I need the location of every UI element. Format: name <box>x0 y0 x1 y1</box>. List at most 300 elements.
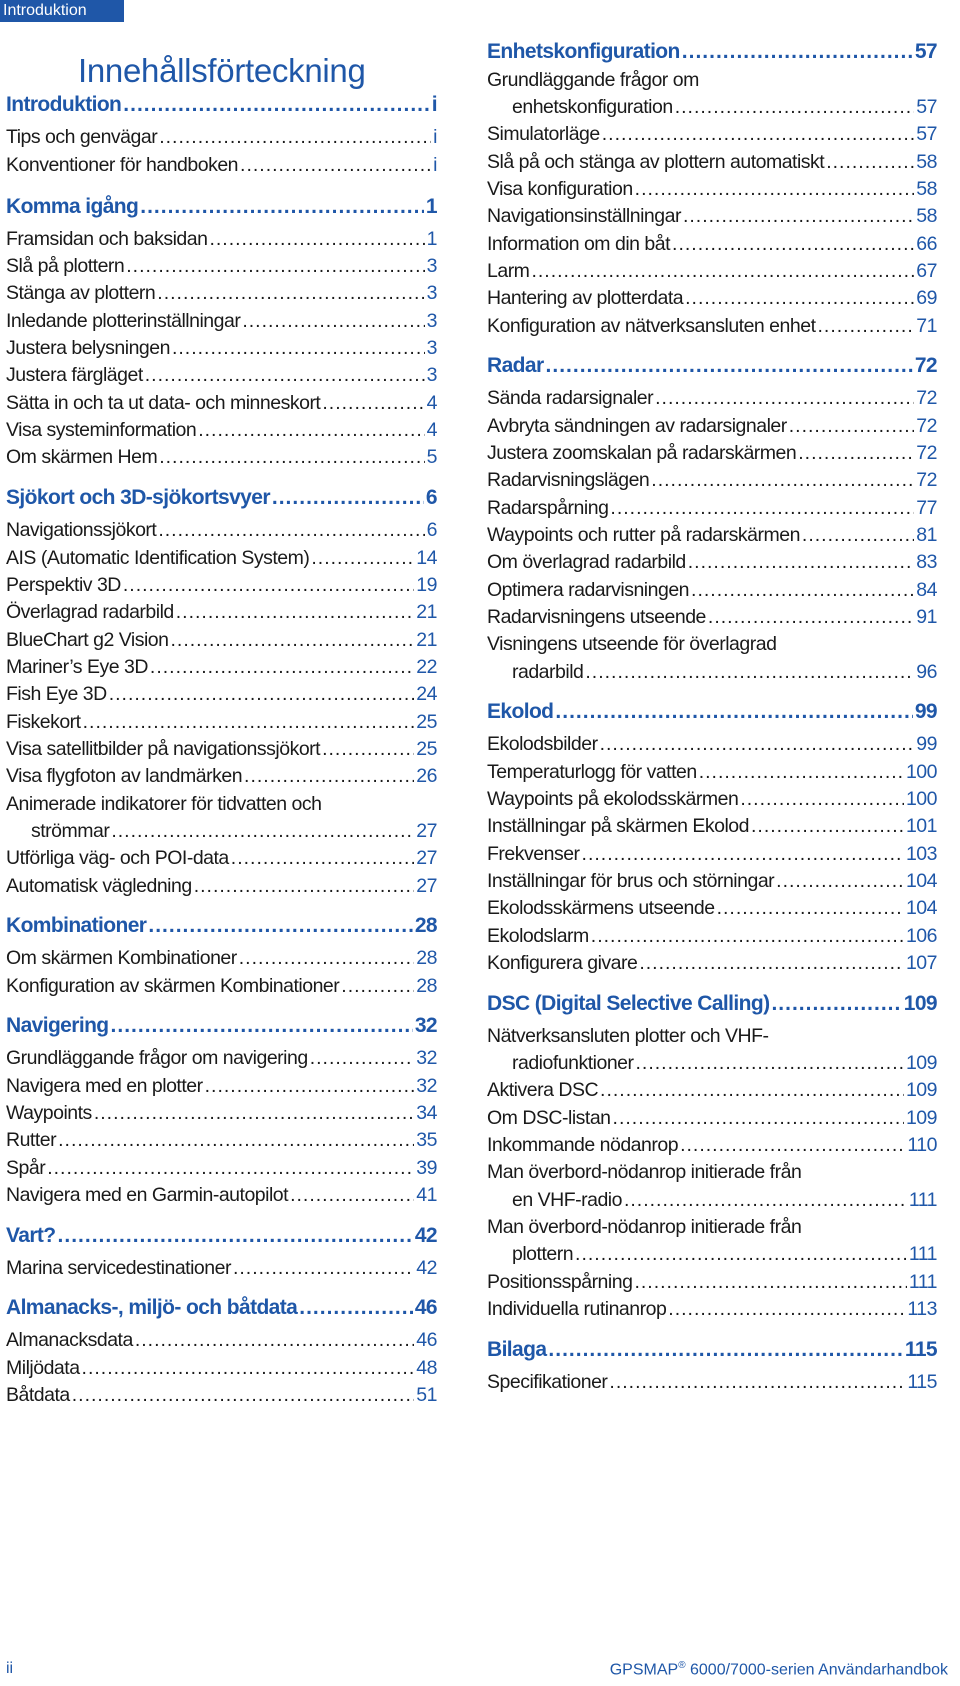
toc-entry-label: Positionsspårning <box>487 1271 633 1293</box>
toc-entry-label: Information om din båt <box>487 233 671 255</box>
toc-entry[interactable] <box>6 1102 437 1125</box>
toc-page-number: 26 <box>416 765 437 787</box>
toc-entry[interactable] <box>6 1047 437 1070</box>
toc-entry[interactable] <box>6 875 437 898</box>
toc-leader-dots <box>600 1079 904 1102</box>
toc-leader-dots <box>123 574 414 597</box>
toc-page-number: 27 <box>416 847 437 869</box>
toc-entry-line: Animerade indikatorer för tidvatten och <box>6 793 322 815</box>
footer-page-number: ii <box>6 1660 14 1677</box>
toc-leader-dots <box>239 947 415 970</box>
toc-entry-label: Waypoints och rutter på radarskärmen <box>487 524 800 546</box>
toc-entry[interactable] <box>6 337 437 360</box>
toc-entry[interactable] <box>6 446 437 469</box>
toc-leader-dots <box>135 1329 414 1352</box>
toc-page-number: 42 <box>414 1224 437 1247</box>
toc-entry-label: Fish Eye 3D <box>6 683 107 705</box>
toc-leader-dots <box>94 1102 414 1125</box>
toc-page-number: 46 <box>416 1329 437 1351</box>
toc-leader-dots <box>123 93 429 117</box>
toc-entry[interactable] <box>487 524 937 547</box>
toc-entry-label: Inställningar på skärmen Ekolod <box>487 815 749 837</box>
toc-entry[interactable] <box>487 733 937 756</box>
toc-entry[interactable] <box>6 228 437 251</box>
toc-leader-dots <box>685 287 914 310</box>
toc-entry-label: Ekolodslarm <box>487 925 589 947</box>
toc-entry-label: Stänga av plottern <box>6 282 156 304</box>
toc-leader-dots <box>145 364 425 387</box>
toc-entry[interactable] <box>6 711 437 734</box>
toc-section-entry[interactable] <box>6 1014 437 1038</box>
toc-page-number: 3 <box>426 282 437 304</box>
toc-page-number: 4 <box>426 392 437 414</box>
toc-leader-dots <box>675 96 915 119</box>
toc-entry-label: Slå på plottern <box>6 255 125 277</box>
toc-entry-label: Inställningar för brus och störningar <box>487 870 775 892</box>
toc-leader-dots <box>209 228 424 251</box>
page-title: Innehållsförteckning <box>78 52 366 89</box>
toc-page-number: 100 <box>905 761 937 783</box>
toc-entry[interactable] <box>487 1134 937 1157</box>
toc-entry-label: Mariner’s Eye 3D <box>6 656 148 678</box>
toc-entry-label: Optimera radarvisningen <box>487 579 690 601</box>
toc-page-number: 19 <box>416 574 437 596</box>
toc-entry[interactable] <box>487 287 937 310</box>
toc-leader-dots <box>194 875 415 898</box>
toc-leader-dots <box>172 337 425 360</box>
toc-leader-dots <box>682 40 913 64</box>
toc-page-number: 106 <box>905 925 937 947</box>
toc-entry-label: BlueChart g2 Vision <box>6 629 169 651</box>
toc-page-number: 109 <box>905 1052 937 1074</box>
toc-page-number: i <box>433 126 437 148</box>
toc-entry[interactable] <box>487 497 937 520</box>
toc-leader-dots <box>826 151 914 174</box>
toc-entry[interactable] <box>487 1107 937 1130</box>
toc-page-number: 3 <box>426 310 437 332</box>
toc-entry-label: Visa flygfoton av landmärken <box>6 765 243 787</box>
toc-entry-label: Ekolod <box>487 700 554 723</box>
toc-entry[interactable] <box>487 788 937 811</box>
toc-page-number: 21 <box>416 601 437 623</box>
toc-entry-label: Aktivera DSC <box>487 1079 599 1101</box>
toc-leader-dots <box>111 1014 413 1038</box>
toc-page-number: 4 <box>426 419 437 441</box>
toc-entry[interactable] <box>6 364 437 387</box>
toc-page-number: 27 <box>416 875 437 897</box>
toc-leader-dots <box>148 914 412 938</box>
toc-entry-label: Hantering av plotterdata <box>487 287 684 309</box>
toc-leader-dots <box>150 656 414 679</box>
toc-page-number: 57 <box>916 96 937 118</box>
toc-entry-label: Miljödata <box>6 1357 80 1379</box>
toc-leader-dots <box>708 606 914 629</box>
toc-leader-dots <box>600 733 915 756</box>
toc-entry-label: Larm <box>487 260 530 282</box>
toc-section-entry[interactable] <box>6 914 437 938</box>
section-tab: Introduktion <box>0 0 124 22</box>
toc-entry[interactable] <box>6 547 437 570</box>
toc-entry-label: Visa konfiguration <box>487 178 633 200</box>
toc-page-number: 107 <box>905 952 937 974</box>
toc-entry[interactable] <box>6 847 437 870</box>
toc-entry[interactable] <box>6 154 437 177</box>
toc-entry-label: Framsidan och baksidan <box>6 228 208 250</box>
toc-entry-label: Radarspårning <box>487 497 609 519</box>
toc-page-number: 67 <box>916 260 937 282</box>
toc-entry[interactable] <box>487 661 937 684</box>
toc-page-number: 111 <box>908 1189 937 1211</box>
toc-leader-dots <box>82 1357 415 1380</box>
toc-leader-dots <box>776 870 904 893</box>
toc-page-number: 109 <box>903 992 937 1015</box>
toc-leader-dots <box>233 1257 414 1280</box>
toc-entry[interactable] <box>487 260 937 283</box>
toc-entry[interactable] <box>6 310 437 333</box>
toc-leader-dots <box>672 233 914 256</box>
toc-leader-dots <box>548 1338 902 1362</box>
toc-leader-dots <box>789 415 915 438</box>
toc-section-entry[interactable] <box>487 40 937 64</box>
toc-entry[interactable] <box>6 947 437 970</box>
toc-entry[interactable] <box>6 519 437 542</box>
toc-entry[interactable] <box>6 1129 437 1152</box>
toc-entry-label: Konfigurera givare <box>487 952 638 974</box>
toc-entry-label: Introduktion <box>6 93 122 116</box>
toc-page-number: 48 <box>416 1357 437 1379</box>
toc-entry[interactable] <box>487 151 937 174</box>
toc-entry[interactable] <box>6 1329 437 1352</box>
toc-page-number: 1 <box>425 195 437 218</box>
toc-leader-dots <box>310 1047 415 1070</box>
toc-page-number: 109 <box>905 1079 937 1101</box>
toc-entry-label: Sända radarsignaler <box>487 387 654 409</box>
toc-page-number: 24 <box>416 683 437 705</box>
toc-entry-label: Bilaga <box>487 1338 547 1361</box>
toc-leader-dots <box>575 1243 907 1266</box>
toc-entry-label: Båtdata <box>6 1384 70 1406</box>
toc-entry[interactable] <box>6 1357 437 1380</box>
toc-page-number: 104 <box>905 897 937 919</box>
toc-entry[interactable] <box>487 1298 937 1321</box>
toc-page-number: 14 <box>416 547 437 569</box>
toc-page-number: 41 <box>416 1184 437 1206</box>
toc-leader-dots <box>639 952 904 975</box>
toc-entry[interactable] <box>6 738 437 761</box>
toc-entry[interactable] <box>487 815 937 838</box>
toc-section-entry[interactable] <box>6 93 437 117</box>
toc-entry[interactable] <box>487 315 937 338</box>
toc-page-number: 58 <box>916 178 937 200</box>
toc-entry-label: Om skärmen Kombinationer <box>6 947 237 969</box>
toc-page-number: 83 <box>916 551 937 573</box>
toc-page-number: 104 <box>905 870 937 892</box>
toc-entry-label: Tips och genvägar <box>6 126 158 148</box>
toc-leader-dots <box>58 1224 413 1248</box>
toc-page-number: 51 <box>416 1384 437 1406</box>
toc-page-number: 46 <box>414 1296 437 1319</box>
toc-page-number: 21 <box>416 629 437 651</box>
toc-entry[interactable] <box>487 897 937 920</box>
footer-manual-title: GPSMAP® 6000/7000-serien Användarhandbok <box>609 1660 948 1679</box>
toc-entry-label: plottern <box>512 1243 574 1265</box>
toc-entry-label: Automatisk vägledning <box>6 875 192 897</box>
toc-page-number: 57 <box>916 123 937 145</box>
toc-leader-dots <box>242 310 424 333</box>
toc-page-number: i <box>431 93 437 116</box>
toc-page-number: 111 <box>908 1243 937 1265</box>
toc-entry-label: Inledande plotterinställningar <box>6 310 241 332</box>
toc-leader-dots <box>668 1298 905 1321</box>
toc-entry-label: Sjökort och 3D-sjökortsvyer <box>6 486 270 509</box>
toc-entry[interactable] <box>6 126 437 149</box>
toc-page-number: 35 <box>416 1129 437 1151</box>
toc-section-entry[interactable] <box>487 700 937 724</box>
toc-entry[interactable] <box>6 820 437 843</box>
toc-entry-label: Konfiguration av skärmen Kombinationer <box>6 975 340 997</box>
toc-page-number: 99 <box>914 700 937 723</box>
toc-page-number: 72 <box>914 354 937 377</box>
toc-page-number: 115 <box>904 1338 937 1361</box>
toc-entry-label: Waypoints <box>6 1102 92 1124</box>
toc-entry[interactable] <box>487 843 937 866</box>
toc-entry-label: strömmar <box>31 820 110 842</box>
toc-entry-label: Almanacksdata <box>6 1329 133 1351</box>
toc-leader-dots <box>699 761 904 784</box>
toc-entry[interactable] <box>487 178 937 201</box>
toc-entry-label: radiofunktioner <box>512 1052 634 1074</box>
toc-entry[interactable] <box>487 123 937 146</box>
toc-section-entry[interactable] <box>6 195 437 219</box>
toc-leader-dots <box>771 992 901 1016</box>
toc-leader-dots <box>231 847 415 870</box>
toc-leader-dots <box>531 260 914 283</box>
toc-entry[interactable] <box>6 765 437 788</box>
toc-entry-label: Fiskekort <box>6 711 81 733</box>
toc-entry[interactable] <box>6 282 437 305</box>
toc-page-number: 25 <box>416 738 437 760</box>
toc-page-number: 28 <box>416 947 437 969</box>
toc-entry[interactable] <box>487 551 937 574</box>
toc-entry[interactable] <box>487 1243 937 1266</box>
toc-entry-label: Navigationssjökort <box>6 519 157 541</box>
toc-entry[interactable] <box>487 1271 937 1294</box>
toc-section-entry[interactable] <box>487 1338 937 1362</box>
toc-entry[interactable] <box>487 387 937 410</box>
toc-entry-line: Grundläggande frågor om <box>487 69 699 91</box>
toc-leader-dots <box>688 551 915 574</box>
toc-page-number: 32 <box>416 1075 437 1097</box>
toc-entry[interactable] <box>487 96 937 119</box>
toc-leader-dots <box>655 387 914 410</box>
toc-entry-line: Visningens utseende för överlagrad <box>487 633 777 655</box>
toc-entry-label: Enhetskonfiguration <box>487 40 680 63</box>
toc-page-number: 69 <box>916 287 937 309</box>
toc-page-number: 77 <box>916 497 937 519</box>
toc-entry[interactable] <box>487 606 937 629</box>
toc-entry-label: Visa systeminformation <box>6 419 197 441</box>
toc-leader-dots <box>602 123 915 146</box>
toc-entry-label: Justera belysningen <box>6 337 170 359</box>
toc-section-entry[interactable] <box>487 992 937 1016</box>
toc-leader-dots <box>802 524 914 547</box>
toc-entry[interactable] <box>487 1079 937 1102</box>
toc-page-number: 3 <box>426 364 437 386</box>
toc-entry[interactable] <box>487 1189 937 1212</box>
toc-entry-label: Specifikationer <box>487 1371 608 1393</box>
toc-leader-dots <box>651 469 914 492</box>
toc-section-entry[interactable] <box>487 354 937 378</box>
toc-leader-dots <box>290 1184 414 1207</box>
toc-entry[interactable] <box>6 392 437 415</box>
toc-entry[interactable] <box>6 683 437 706</box>
toc-section-entry[interactable] <box>6 1224 437 1248</box>
toc-leader-dots <box>341 975 414 998</box>
toc-entry-label: Radar <box>487 354 544 377</box>
toc-leader-dots <box>691 579 914 602</box>
toc-entry-label: Visa satellitbilder på navigationssjökort <box>6 738 321 760</box>
toc-entry[interactable] <box>6 656 437 679</box>
toc-leader-dots <box>272 486 424 510</box>
toc-entry-label: Navigera med en Garmin-autopilot <box>6 1184 289 1206</box>
toc-entry-label: Individuella rutinanrop <box>487 1298 667 1320</box>
toc-entry-label: Kombinationer <box>6 914 147 937</box>
toc-leader-dots <box>159 126 431 149</box>
toc-leader-dots <box>140 195 424 219</box>
toc-entry[interactable] <box>6 419 437 442</box>
toc-leader-dots <box>47 1157 414 1180</box>
toc-leader-dots <box>635 178 915 201</box>
toc-leader-dots <box>72 1384 415 1407</box>
toc-leader-dots <box>322 392 424 415</box>
toc-page-number: 6 <box>426 519 437 541</box>
toc-entry-label: Vart? <box>6 1224 56 1247</box>
toc-entry-label: Radarvisningslägen <box>487 469 650 491</box>
toc-entry[interactable] <box>487 415 937 438</box>
toc-leader-dots <box>126 255 424 278</box>
toc-entry-label: radarbild <box>512 661 584 683</box>
toc-page-number: 32 <box>416 1047 437 1069</box>
toc-entry[interactable] <box>6 629 437 652</box>
toc-page-number: 71 <box>916 315 937 337</box>
toc-entry[interactable] <box>487 442 937 465</box>
toc-entry[interactable] <box>6 601 437 624</box>
toc-leader-dots <box>555 700 912 724</box>
toc-entry-label: Inkommande nödanrop <box>487 1134 679 1156</box>
toc-entry[interactable] <box>487 761 937 784</box>
toc-page-number: 72 <box>916 387 937 409</box>
toc-entry[interactable] <box>487 233 937 256</box>
toc-entry[interactable] <box>6 1184 437 1207</box>
toc-leader-dots <box>176 601 415 624</box>
toc-leader-dots <box>240 154 431 177</box>
toc-page-number: 42 <box>416 1257 437 1279</box>
toc-entry-label: Slå på och stänga av plottern automatiskt <box>487 151 825 173</box>
toc-page-number: 58 <box>916 151 937 173</box>
toc-entry[interactable] <box>487 1371 937 1394</box>
toc-entry[interactable] <box>487 925 937 948</box>
toc-leader-dots <box>546 354 913 378</box>
toc-entry[interactable] <box>487 579 937 602</box>
toc-leader-dots <box>717 897 904 920</box>
toc-section-entry[interactable] <box>6 486 437 510</box>
toc-leader-dots <box>817 315 914 338</box>
toc-entry-label: AIS (Automatic Identification System) <box>6 547 310 569</box>
toc-entry-label: Överlagrad radarbild <box>6 601 174 623</box>
toc-entry[interactable] <box>6 975 437 998</box>
toc-entry-label: Navigera med en plotter <box>6 1075 203 1097</box>
toc-entry-label: Konventioner för handboken <box>6 154 239 176</box>
toc-leader-dots <box>751 815 904 838</box>
toc-entry[interactable] <box>6 1384 437 1407</box>
toc-entry[interactable] <box>487 205 937 228</box>
toc-leader-dots <box>634 1271 906 1294</box>
toc-entry[interactable] <box>487 1052 937 1075</box>
toc-leader-dots <box>311 547 414 570</box>
toc-leader-dots <box>244 765 414 788</box>
toc-page-number: 91 <box>916 606 937 628</box>
toc-entry-label: Om skärmen Hem <box>6 446 158 468</box>
toc-page-number: 34 <box>416 1102 437 1124</box>
toc-entry[interactable] <box>6 574 437 597</box>
toc-entry-label: Temperaturlogg för vatten <box>487 761 697 783</box>
toc-entry-label: DSC (Digital Selective Calling) <box>487 992 770 1015</box>
toc-leader-dots <box>740 788 904 811</box>
toc-entry-label: Simulatorläge <box>487 123 600 145</box>
toc-page-number: 39 <box>416 1157 437 1179</box>
toc-page-number: 113 <box>907 1298 937 1320</box>
toc-leader-dots <box>299 1296 413 1320</box>
toc-entry-label: Perspektiv 3D <box>6 574 121 596</box>
toc-leader-dots <box>683 205 914 228</box>
toc-entry[interactable] <box>6 1157 437 1180</box>
toc-leader-dots <box>322 738 414 761</box>
toc-entry-line: Man överbord-nödanrop initierade från <box>487 1161 802 1183</box>
toc-leader-dots <box>58 1129 414 1152</box>
toc-page-number: 103 <box>905 843 937 865</box>
toc-entry-label: Navigering <box>6 1014 109 1037</box>
toc-entry[interactable] <box>487 469 937 492</box>
toc-page-number: 101 <box>905 815 937 837</box>
toc-entry-label: Utförliga väg- och POI-data <box>6 847 229 869</box>
toc-page-number: 100 <box>905 788 937 810</box>
toc-leader-dots <box>198 419 424 442</box>
toc-page-number: 3 <box>426 255 437 277</box>
toc-entry[interactable] <box>6 255 437 278</box>
toc-entry-label: Komma igång <box>6 195 139 218</box>
toc-section-entry[interactable] <box>6 1296 437 1320</box>
toc-entry[interactable] <box>487 952 937 975</box>
toc-entry-label: en VHF-radio <box>512 1189 622 1211</box>
toc-leader-dots <box>613 1107 904 1130</box>
toc-entry[interactable] <box>6 1075 437 1098</box>
toc-entry-label: enhetskonfiguration <box>512 96 673 118</box>
toc-entry[interactable] <box>6 1257 437 1280</box>
toc-entry-label: Konfiguration av nätverksansluten enhet <box>487 315 816 337</box>
toc-entry-label: Rutter <box>6 1129 57 1151</box>
toc-page-number: 81 <box>916 524 937 546</box>
toc-entry-label: Om överlagrad radarbild <box>487 551 686 573</box>
toc-entry-label: Avbryta sändningen av radarsignaler <box>487 415 787 437</box>
toc-page-number: 5 <box>426 446 437 468</box>
toc-entry[interactable] <box>487 870 937 893</box>
toc-page-number: 32 <box>414 1014 437 1037</box>
toc-leader-dots <box>582 843 904 866</box>
toc-leader-dots <box>157 282 424 305</box>
toc-page-number: 111 <box>908 1271 937 1293</box>
toc-entry-line: Man överbord-nödanrop initierade från <box>487 1216 802 1238</box>
toc-page-number: i <box>433 154 437 176</box>
